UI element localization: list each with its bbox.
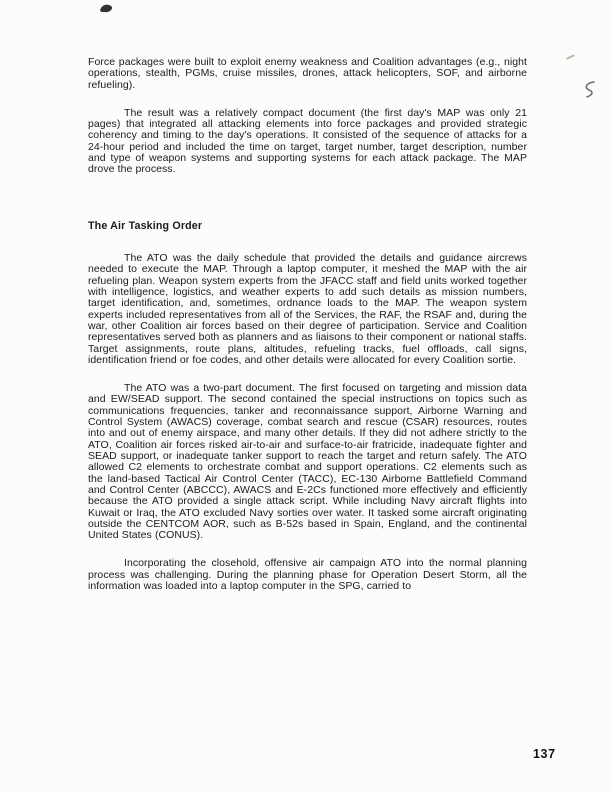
page-body bbox=[88, 57, 527, 609]
paragraph-closehold-planning: Incorporating the closehold, offensive air campaign ATO into the normal planning process was challenging. During the planning phase for Operation Desert Storm, all the information was loaded into a laptop computer in the SPG, carried to bbox=[88, 557, 527, 592]
paragraph-force-packages: Force packages were built to exploit enemy weakness and Coalition advantages (e.g., night operations, stealth, PGMs, cruise missiles, drones, attack helicopters, SOF, and airborne refueling). bbox=[88, 56, 527, 91]
paragraph-map-result: The result was a relatively compact document (the first day's MAP was only 21 pages) that integrated all attacking elements into force packages and provided strategic coherency and timing to the day's operations. It consisted of the sequence of attacks for a 24-hour period and included the time on target, target number, target description, number and type of weapon systems and supporting systems for each attack package. The MAP drove the process. bbox=[88, 106, 527, 176]
paragraph-ato-schedule: The ATO was the daily schedule that provided the details and guidance aircrews needed to execute the MAP. Through a laptop computer, it meshed the MAP with the air refueling plan. Weapon system experts from the JFACC staff and field units worked together with intelligence, logistics, and weather experts to add such details as mission numbers, target identification, and, sometimes, ordnance loads to the MAP. The weapon system experts included representatives from all of the Services, the RAF, the RSAF and, during the war, other Coalition air forces based on their degree of participation. Service and Coalition representatives served both as planners and as liaisons to their component or national staffs. Target assignments, route plans, altitudes, refueling tracks, fuel offloads, call signs, identification friend or foe codes, and other details were allocated for every Coalition sortie. bbox=[88, 251, 527, 367]
paragraph-ato-two-part: The ATO was a two-part document. The first focused on targeting and mission data and EW/SEAD support. The second contained the special instructions on topics such as communications frequencies, tanker and reconnaissance support, Airborne Warning and Control System (AWACS) coverage, combat search and rescue (CSAR) resources, routes into and out of enemy airspace, and many other details. If they did not adhere strictly to the ATO, Coalition air forces risked air-to-air and surface-to-air fratricide, inadequate fighter and SEAD support, or inadequate tanker support to reach the target and return safely. The ATO allowed C2 elements to orchestrate combat and support operations. C2 elements such as the land-based Tactical Air Control Center (TACC), EC-130 Airborne Battlefield Command and Control Center (ABCCC), AWACS and E-2Cs functioned more effectively and efficiently because the ATO provided a single attack script. While including Navy aircraft flights into Kuwait or Iraq, the ATO excluded Navy sorties over water. It tasked some aircraft originating outside the CENTCOM AOR, such as B-52s based in Spain, England, and the continental United States (CONUS). bbox=[88, 381, 527, 542]
scan-smudge-icon bbox=[97, 2, 117, 15]
section-heading: The Air Tasking Order bbox=[88, 219, 203, 232]
page-number: 137 bbox=[533, 747, 556, 761]
scan-speck bbox=[566, 54, 575, 60]
handwritten-mark-icon bbox=[581, 80, 599, 100]
